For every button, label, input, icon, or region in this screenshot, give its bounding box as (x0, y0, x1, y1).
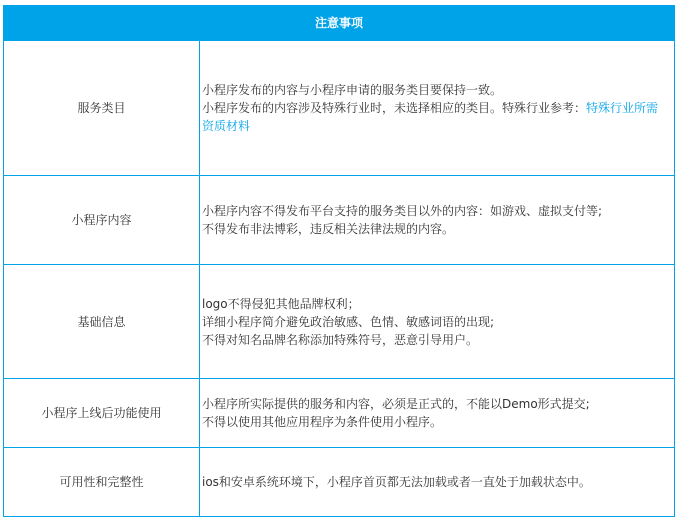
description-line (202, 99, 666, 135)
description-line: 小程序发布的内容与小程序申请的服务类目要保持一致。 (202, 83, 503, 97)
table-row (4, 379, 675, 448)
description-cell (200, 176, 675, 265)
description-cell (200, 448, 675, 517)
table-header: 注意事项 (4, 6, 675, 41)
description-line: 不得发布非法博彩，违反相关法律法规的内容。 (202, 222, 455, 236)
description-cell (200, 379, 675, 448)
category-cell: 小程序内容 (4, 176, 200, 265)
category-cell: 服务类目 (4, 41, 200, 176)
description-line: logo不得侵犯其他品牌权利； (202, 296, 360, 311)
description-line: 详细小程序简介避免政治敏感、色情、敏感词语的出现; (202, 314, 495, 329)
description-cell (200, 265, 675, 379)
notes-table (3, 5, 675, 517)
description-cell (200, 41, 675, 176)
description-line: 小程序内容不得发布平台支持的服务类目以外的内容：如游戏、虚拟支付等; (202, 204, 603, 218)
table-row (4, 41, 675, 176)
description-line: 小程序所实际提供的服务和内容，必须是正式的，不能以Demo形式提交; (202, 397, 590, 411)
category-cell: 可用性和完整性 (4, 448, 200, 517)
table-row (4, 448, 675, 517)
table-row (4, 265, 675, 379)
description-text: 小程序发布的内容涉及特殊行业时，未选择相应的类目。特殊行业参考： (202, 101, 587, 115)
table-row (4, 176, 675, 265)
description-line: ios和安卓系统环境下，小程序首页都无法加载或者一直处于加载状态中。 (202, 475, 591, 489)
description-line: 不得对知名品牌名称添加特殊符号，恶意引导用户。 (202, 332, 479, 347)
table-header-row (4, 6, 675, 41)
special-industry-link[interactable]: 特殊行业所需资质材料 (202, 101, 659, 133)
category-cell: 小程序上线后功能使用 (4, 379, 200, 448)
category-cell: 基础信息 (4, 265, 200, 379)
description-line: 不得以使用其他应用程序为条件使用小程序。 (202, 415, 443, 429)
